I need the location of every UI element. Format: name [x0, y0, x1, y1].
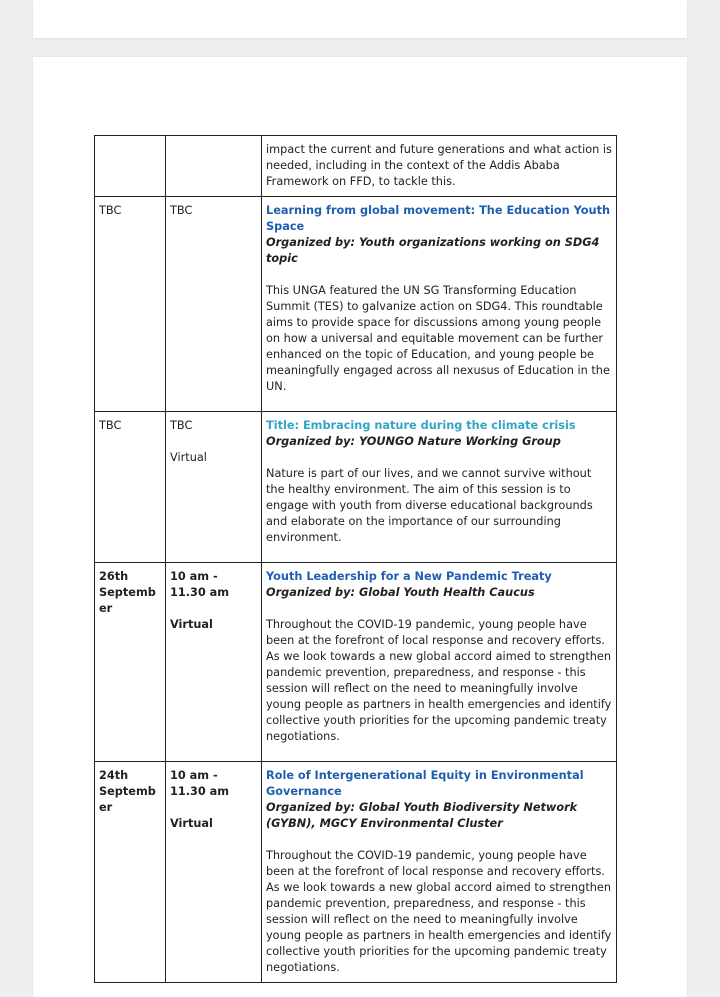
event-cell	[262, 762, 617, 983]
time-cell	[166, 412, 262, 563]
event-time: 10 am - 11.30 am	[170, 769, 230, 798]
event-title: Title: Embracing nature during the climate crisis	[266, 419, 576, 432]
event-cell	[262, 197, 617, 412]
date-cell	[95, 197, 166, 412]
time-cell	[166, 563, 262, 762]
event-cell	[262, 412, 617, 563]
event-title: Learning from global movement: The Education Youth Space	[266, 204, 611, 233]
table-row	[95, 563, 617, 762]
event-date: 26th September	[99, 570, 156, 615]
table-row	[95, 197, 617, 412]
date-cell	[95, 762, 166, 983]
date-cell	[95, 563, 166, 762]
event-description: Throughout the COVID-19 pandemic, young people have been at the forefront of local response and recovery efforts. As we look towards a new global accord aimed to strengthen pandemic prevention, preparedness, and response - this session will reflect on the need to meaningfully involve young people as partners in health emergencies and identify collective youth priorities for the upcoming pandemic treaty negotiations.	[266, 618, 612, 743]
event-time: TBC	[170, 419, 193, 432]
event-time: TBC	[170, 204, 193, 217]
event-mode: Virtual	[170, 451, 207, 464]
time-cell	[166, 197, 262, 412]
table-row	[95, 136, 617, 197]
time-cell	[166, 762, 262, 983]
table-row	[95, 412, 617, 563]
event-organizer: Organized by: YOUNGO Nature Working Group	[266, 435, 561, 448]
event-title: Role of Intergenerational Equity in Environmental Governance	[266, 769, 584, 798]
event-mode: Virtual	[170, 618, 213, 631]
event-date: 24th September	[99, 769, 156, 814]
document-page	[33, 57, 687, 997]
event-organizer: Organized by: Global Youth Health Caucus	[266, 586, 535, 599]
event-description: Throughout the COVID-19 pandemic, young people have been at the forefront of local response and recovery efforts. As we look towards a new global accord aimed to strengthen pandemic prevention, preparedness, and response - this session will reflect on the need to meaningfully involve young people as partners in health emergencies and identify collective youth priorities for the upcoming pandemic treaty negotiations.	[266, 849, 612, 974]
event-description: Nature is part of our lives, and we cannot survive without the healthy environment. The aim of this session is to engage with youth from diverse educational backgrounds and elaborate on the importance of our surrounding environment.	[266, 467, 593, 544]
event-date: TBC	[99, 419, 122, 432]
event-mode: Virtual	[170, 817, 213, 830]
previous-page-edge	[33, 0, 687, 38]
time-cell	[166, 136, 262, 197]
event-cell	[262, 136, 617, 197]
event-organizer: Organized by: Youth organizations working on SDG4 topic	[266, 236, 600, 265]
event-title: Youth Leadership for a New Pandemic Treaty	[266, 570, 552, 583]
date-cell	[95, 412, 166, 563]
events-table	[94, 135, 617, 983]
event-time: 10 am - 11.30 am	[170, 570, 230, 599]
event-organizer: Organized by: Global Youth Biodiversity Network (GYBN), MGCY Environmental Cluster	[266, 801, 578, 830]
table-row	[95, 762, 617, 983]
date-cell	[95, 136, 166, 197]
event-description: This UNGA featured the UN SG Transforming Education Summit (TES) to galvanize action on SDG4. This roundtable aims to provide space for discussions among young people on how a universal and equitable movement can be further enhanced on the topic of Education, and young people be meaningfully engaged across all nexusus of Education in the UN.	[266, 284, 610, 393]
event-cell	[262, 563, 617, 762]
event-date: TBC	[99, 204, 122, 217]
event-description: impact the current and future generations and what action is needed, including in the context of the Addis Ababa Framework on FFD, to tackle this.	[266, 143, 612, 188]
